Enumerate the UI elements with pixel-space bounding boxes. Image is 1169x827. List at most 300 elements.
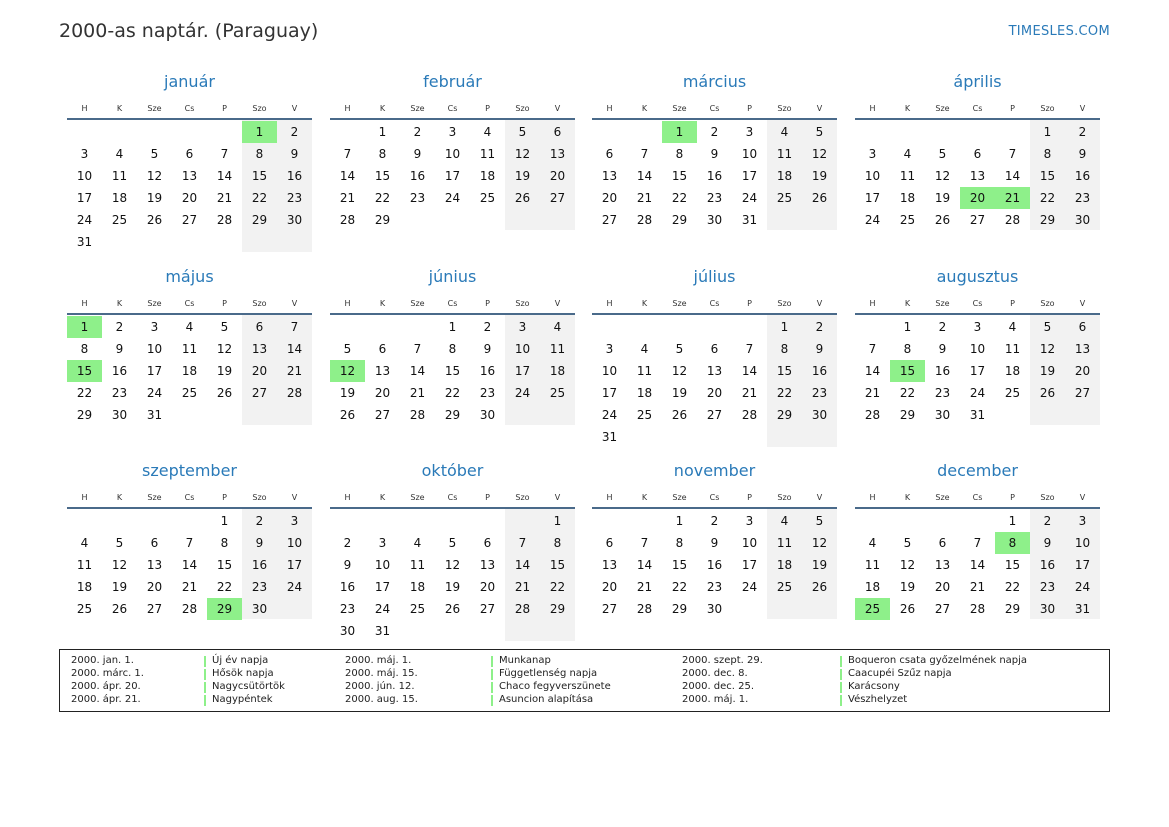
day-cell: 13 — [601, 558, 618, 572]
weekday-label: Cs — [184, 493, 195, 502]
day-cell: 21 — [864, 386, 881, 400]
weekday-label: Cs — [972, 493, 983, 502]
weekday-label: H — [81, 104, 88, 113]
day-cell: 29 — [899, 408, 916, 422]
legend-date: 2000. dec. 25. — [682, 681, 755, 692]
weekday-label: Szo — [1040, 299, 1055, 308]
weekday-label: Sze — [410, 493, 425, 502]
day-cell: 27 — [934, 602, 951, 616]
day-cell: 11 — [1004, 342, 1021, 356]
day-cell: 28 — [181, 602, 198, 616]
weekday-label: H — [344, 493, 351, 502]
day-cell: 26 — [899, 602, 916, 616]
legend-holiday-marker — [204, 656, 206, 667]
day-cell: 5 — [220, 320, 229, 334]
day-cell: 16 — [251, 558, 268, 572]
day-cell: 30 — [1074, 213, 1091, 227]
day-cell: 16 — [479, 364, 496, 378]
day-cell: 17 — [146, 364, 163, 378]
legend-holiday-name: Új év napja — [212, 655, 269, 666]
day-cell: 4 — [780, 125, 789, 139]
day-cell: 6 — [605, 536, 614, 550]
day-cell: 7 — [185, 536, 194, 550]
day-cell: 26 — [216, 386, 233, 400]
day-cell: 15 — [1039, 169, 1056, 183]
day-cell: 9 — [115, 342, 124, 356]
site-link[interactable]: TIMESLES.COM — [1008, 24, 1110, 39]
day-cell: 9 — [343, 558, 352, 572]
day-cell: 14 — [636, 169, 653, 183]
weekday-label: P — [485, 104, 490, 113]
legend-holiday-name: Asuncion alapítása — [499, 694, 594, 705]
day-cell: 23 — [479, 386, 496, 400]
day-cell: 4 — [640, 342, 649, 356]
day-cell: 1 — [553, 514, 562, 528]
weekday-label: H — [81, 299, 88, 308]
day-cell: 29 — [671, 602, 688, 616]
legend-holiday-name: Boqueron csata győzelmének napja — [848, 655, 1028, 666]
day-cell: 29 — [671, 213, 688, 227]
day-cell: 1 — [1008, 514, 1017, 528]
day-cell: 21 — [969, 580, 986, 594]
day-cell: 9 — [710, 536, 719, 550]
day-cell: 3 — [868, 147, 877, 161]
day-cell: 25 — [899, 213, 916, 227]
weekday-label: Cs — [447, 493, 458, 502]
weekday-label: K — [116, 104, 123, 113]
day-cell: 22 — [776, 386, 793, 400]
day-cell: 24 — [741, 191, 758, 205]
day-cell: 23 — [706, 191, 723, 205]
month-name: december — [937, 461, 1018, 480]
day-cell: 16 — [706, 558, 723, 572]
holiday-legend — [59, 649, 1110, 712]
day-cell: 7 — [640, 147, 649, 161]
day-cell: 26 — [339, 408, 356, 422]
day-cell: 19 — [934, 191, 951, 205]
day-cell: 25 — [1004, 386, 1021, 400]
weekday-label: Cs — [709, 493, 720, 502]
weekday-label: V — [291, 299, 298, 308]
day-cell: 10 — [444, 147, 461, 161]
day-cell: 15 — [776, 364, 793, 378]
day-cell: 18 — [549, 364, 566, 378]
day-cell: 22 — [374, 191, 391, 205]
day-cell: 13 — [969, 169, 986, 183]
weekday-label: K — [379, 299, 386, 308]
day-cell: 18 — [409, 580, 426, 594]
month-name: május — [165, 267, 214, 286]
day-cell: 11 — [899, 169, 916, 183]
day-cell: 5 — [815, 514, 824, 528]
weekday-label: Sze — [935, 299, 950, 308]
holiday-day-cell: 29 — [207, 598, 242, 620]
day-cell: 19 — [339, 386, 356, 400]
weekday-label: V — [554, 104, 561, 113]
legend-holiday-name: Chaco fegyverszünete — [499, 681, 611, 692]
day-cell: 14 — [969, 558, 986, 572]
day-cell: 19 — [899, 580, 916, 594]
day-cell: 9 — [815, 342, 824, 356]
day-cell: 24 — [286, 580, 303, 594]
weekday-label: V — [1079, 104, 1086, 113]
weekday-label: Szo — [515, 493, 530, 502]
day-cell: 14 — [339, 169, 356, 183]
day-cell: 30 — [706, 213, 723, 227]
day-cell: 28 — [741, 408, 758, 422]
day-cell: 6 — [553, 125, 562, 139]
day-cell: 2 — [710, 125, 719, 139]
day-cell: 18 — [479, 169, 496, 183]
day-cell: 12 — [934, 169, 951, 183]
legend-holiday-marker — [204, 669, 206, 680]
day-cell: 29 — [776, 408, 793, 422]
day-cell: 5 — [448, 536, 457, 550]
day-cell: 1 — [903, 320, 912, 334]
day-cell: 13 — [374, 364, 391, 378]
day-cell: 29 — [444, 408, 461, 422]
day-cell: 24 — [864, 213, 881, 227]
day-cell: 12 — [811, 147, 828, 161]
day-cell: 23 — [1039, 580, 1056, 594]
day-cell: 24 — [514, 386, 531, 400]
legend-date: 2000. jan. 1. — [71, 655, 134, 666]
weekday-label: Sze — [410, 104, 425, 113]
day-cell: 5 — [903, 536, 912, 550]
day-cell: 14 — [741, 364, 758, 378]
day-cell: 7 — [973, 536, 982, 550]
day-cell: 14 — [286, 342, 303, 356]
weekday-label: Cs — [447, 299, 458, 308]
day-cell: 22 — [671, 580, 688, 594]
weekday-label: Sze — [672, 104, 687, 113]
day-cell: 24 — [741, 580, 758, 594]
weekday-label: Szo — [777, 493, 792, 502]
day-cell: 7 — [745, 342, 754, 356]
weekday-label: Szo — [1040, 104, 1055, 113]
weekday-label: Szo — [515, 104, 530, 113]
month-name: március — [682, 72, 747, 91]
weekday-label: Sze — [147, 104, 162, 113]
legend-date: 2000. máj. 1. — [682, 694, 749, 705]
day-cell: 9 — [413, 147, 422, 161]
day-cell: 19 — [811, 169, 828, 183]
weekday-label: Szo — [515, 299, 530, 308]
day-cell: 8 — [675, 536, 684, 550]
weekday-label: P — [222, 104, 227, 113]
weekday-label: Szo — [777, 299, 792, 308]
day-cell: 20 — [934, 580, 951, 594]
day-cell: 10 — [374, 558, 391, 572]
day-cell: 7 — [413, 342, 422, 356]
day-cell: 24 — [374, 602, 391, 616]
weekday-label: P — [747, 299, 752, 308]
day-cell: 28 — [339, 213, 356, 227]
day-cell: 11 — [479, 147, 496, 161]
day-cell: 4 — [903, 147, 912, 161]
day-cell: 12 — [111, 558, 128, 572]
day-cell: 6 — [150, 536, 159, 550]
day-cell: 4 — [185, 320, 194, 334]
day-cell: 30 — [1039, 602, 1056, 616]
day-cell: 20 — [374, 386, 391, 400]
day-cell: 24 — [601, 408, 618, 422]
day-cell: 24 — [76, 213, 93, 227]
day-cell: 2 — [343, 536, 352, 550]
weekday-label: V — [816, 493, 823, 502]
weekday-label: P — [747, 493, 752, 502]
day-cell: 25 — [549, 386, 566, 400]
day-cell: 22 — [76, 386, 93, 400]
day-cell: 29 — [1039, 213, 1056, 227]
weekday-label: V — [816, 299, 823, 308]
day-cell: 12 — [899, 558, 916, 572]
day-cell: 6 — [1078, 320, 1087, 334]
day-cell: 3 — [290, 514, 299, 528]
day-cell: 11 — [864, 558, 881, 572]
weekday-label: Sze — [147, 493, 162, 502]
day-cell: 18 — [864, 580, 881, 594]
day-cell: 12 — [811, 536, 828, 550]
day-cell: 31 — [1074, 602, 1091, 616]
day-cell: 25 — [636, 408, 653, 422]
day-cell: 29 — [76, 408, 93, 422]
day-cell: 28 — [286, 386, 303, 400]
day-cell: 25 — [181, 386, 198, 400]
day-cell: 4 — [413, 536, 422, 550]
day-cell: 16 — [339, 580, 356, 594]
month-name: augusztus — [936, 267, 1019, 286]
weekday-label: Sze — [410, 299, 425, 308]
day-cell: 23 — [111, 386, 128, 400]
legend-date: 2000. máj. 1. — [345, 655, 412, 666]
day-cell: 30 — [811, 408, 828, 422]
day-cell: 17 — [1074, 558, 1091, 572]
month-name: június — [428, 267, 477, 286]
day-cell: 2 — [938, 320, 947, 334]
day-cell: 21 — [181, 580, 198, 594]
day-cell: 27 — [374, 408, 391, 422]
weekday-label: Cs — [447, 104, 458, 113]
holiday-day-cell: 8 — [995, 532, 1030, 554]
day-cell: 14 — [409, 364, 426, 378]
weekday-label: V — [1079, 493, 1086, 502]
day-cell: 8 — [255, 147, 264, 161]
day-cell: 26 — [514, 191, 531, 205]
weekday-label: H — [869, 299, 876, 308]
weekday-label: H — [606, 493, 613, 502]
day-cell: 27 — [706, 408, 723, 422]
day-cell: 28 — [216, 213, 233, 227]
day-cell: 24 — [444, 191, 461, 205]
day-cell: 22 — [1039, 191, 1056, 205]
day-cell: 15 — [549, 558, 566, 572]
day-cell: 1 — [1043, 125, 1052, 139]
weekday-label: P — [747, 104, 752, 113]
day-cell: 18 — [111, 191, 128, 205]
day-cell: 20 — [706, 386, 723, 400]
day-cell: 18 — [899, 191, 916, 205]
weekday-label: K — [904, 104, 911, 113]
day-cell: 16 — [934, 364, 951, 378]
day-cell: 3 — [605, 342, 614, 356]
holiday-day-cell: 1 — [662, 121, 697, 143]
legend-holiday-marker — [491, 695, 493, 706]
day-cell: 28 — [969, 602, 986, 616]
day-cell: 6 — [938, 536, 947, 550]
weekday-label: K — [641, 104, 648, 113]
month-name: január — [164, 72, 215, 91]
day-cell: 8 — [780, 342, 789, 356]
day-cell: 1 — [220, 514, 229, 528]
holiday-day-cell: 12 — [330, 360, 365, 382]
day-cell: 23 — [286, 191, 303, 205]
day-cell: 6 — [973, 147, 982, 161]
day-cell: 15 — [251, 169, 268, 183]
day-cell: 13 — [601, 169, 618, 183]
day-cell: 19 — [514, 169, 531, 183]
day-cell: 22 — [1004, 580, 1021, 594]
weekday-label: P — [1010, 104, 1015, 113]
day-cell: 4 — [780, 514, 789, 528]
day-cell: 17 — [601, 386, 618, 400]
day-cell: 22 — [251, 191, 268, 205]
day-cell: 7 — [290, 320, 299, 334]
day-cell: 14 — [1004, 169, 1021, 183]
day-cell: 29 — [1004, 602, 1021, 616]
day-cell: 15 — [374, 169, 391, 183]
day-cell: 1 — [675, 514, 684, 528]
day-cell: 27 — [969, 213, 986, 227]
holiday-day-cell: 15 — [67, 360, 102, 382]
day-cell: 13 — [479, 558, 496, 572]
weekday-label: K — [116, 493, 123, 502]
legend-holiday-name: Caacupéi Szűz napja — [848, 668, 952, 679]
day-cell: 12 — [146, 169, 163, 183]
day-cell: 15 — [216, 558, 233, 572]
day-cell: 28 — [1004, 213, 1021, 227]
holiday-day-cell: 1 — [242, 121, 277, 143]
day-cell: 31 — [146, 408, 163, 422]
day-cell: 11 — [111, 169, 128, 183]
weekday-label: K — [904, 493, 911, 502]
weekday-label: K — [379, 104, 386, 113]
day-cell: 26 — [934, 213, 951, 227]
day-cell: 9 — [1078, 147, 1087, 161]
day-cell: 13 — [706, 364, 723, 378]
day-cell: 13 — [549, 147, 566, 161]
weekday-label: H — [606, 104, 613, 113]
day-cell: 23 — [934, 386, 951, 400]
day-cell: 20 — [181, 191, 198, 205]
day-cell: 3 — [378, 536, 387, 550]
day-cell: 10 — [741, 536, 758, 550]
day-cell: 27 — [601, 213, 618, 227]
day-cell: 4 — [553, 320, 562, 334]
weekday-label: H — [869, 104, 876, 113]
holiday-day-cell: 15 — [890, 360, 925, 382]
day-cell: 6 — [378, 342, 387, 356]
weekday-label: V — [554, 299, 561, 308]
day-cell: 12 — [444, 558, 461, 572]
day-cell: 2 — [815, 320, 824, 334]
day-cell: 6 — [710, 342, 719, 356]
day-cell: 3 — [973, 320, 982, 334]
day-cell: 4 — [115, 147, 124, 161]
holiday-day-cell: 1 — [67, 316, 102, 338]
legend-holiday-marker — [491, 669, 493, 680]
day-cell: 17 — [374, 580, 391, 594]
day-cell: 24 — [146, 386, 163, 400]
day-cell: 5 — [815, 125, 824, 139]
legend-holiday-name: Karácsony — [848, 681, 900, 692]
day-cell: 10 — [286, 536, 303, 550]
day-cell: 30 — [339, 624, 356, 638]
day-cell: 17 — [741, 169, 758, 183]
day-cell: 1 — [780, 320, 789, 334]
day-cell: 25 — [409, 602, 426, 616]
day-cell: 10 — [969, 342, 986, 356]
day-cell: 12 — [216, 342, 233, 356]
day-cell: 27 — [549, 191, 566, 205]
day-cell: 2 — [483, 320, 492, 334]
day-cell: 8 — [675, 147, 684, 161]
month-name: április — [953, 72, 1002, 91]
day-cell: 15 — [1004, 558, 1021, 572]
weekday-label: Szo — [252, 493, 267, 502]
page-title: 2000-as naptár. (Paraguay) — [59, 20, 319, 42]
day-cell: 20 — [1074, 364, 1091, 378]
day-cell: 18 — [776, 169, 793, 183]
weekday-label: Szo — [252, 104, 267, 113]
day-cell: 9 — [290, 147, 299, 161]
weekday-label: P — [485, 299, 490, 308]
day-cell: 31 — [76, 235, 93, 249]
day-cell: 14 — [636, 558, 653, 572]
day-cell: 13 — [181, 169, 198, 183]
day-cell: 2 — [115, 320, 124, 334]
day-cell: 3 — [448, 125, 457, 139]
day-cell: 10 — [1074, 536, 1091, 550]
day-cell: 7 — [343, 147, 352, 161]
day-cell: 16 — [409, 169, 426, 183]
day-cell: 20 — [251, 364, 268, 378]
day-cell: 9 — [1043, 536, 1052, 550]
day-cell: 11 — [76, 558, 93, 572]
day-cell: 2 — [1078, 125, 1087, 139]
day-cell: 22 — [549, 580, 566, 594]
day-cell: 7 — [640, 536, 649, 550]
weekday-label: Cs — [972, 104, 983, 113]
weekday-label: Cs — [709, 299, 720, 308]
day-cell: 7 — [518, 536, 527, 550]
holiday-day-cell: 25 — [855, 598, 890, 620]
day-cell: 26 — [146, 213, 163, 227]
day-cell: 23 — [811, 386, 828, 400]
day-cell: 27 — [251, 386, 268, 400]
day-cell: 11 — [776, 147, 793, 161]
day-cell: 20 — [146, 580, 163, 594]
day-cell: 16 — [286, 169, 303, 183]
day-cell: 19 — [671, 386, 688, 400]
day-cell: 5 — [150, 147, 159, 161]
day-cell: 15 — [444, 364, 461, 378]
day-cell: 10 — [601, 364, 618, 378]
day-cell: 30 — [286, 213, 303, 227]
day-cell: 11 — [776, 536, 793, 550]
weekday-label: Szo — [252, 299, 267, 308]
day-cell: 13 — [251, 342, 268, 356]
